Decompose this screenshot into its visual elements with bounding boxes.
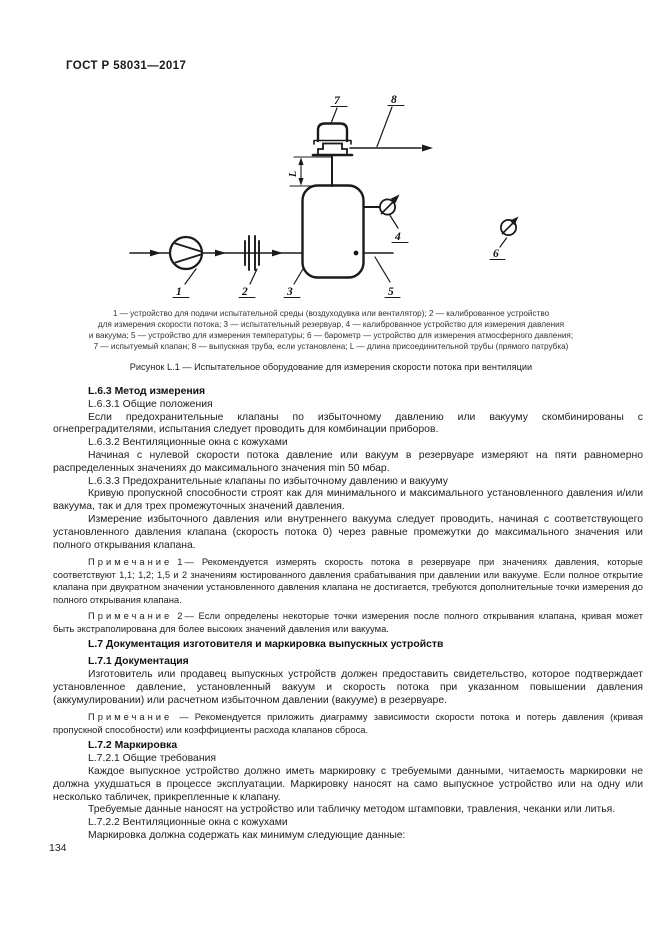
note-number: 1 [177, 556, 183, 568]
leader-line-2 [250, 269, 257, 284]
figure-legend-line: 7 — испытуемый клапан; 8 — выпускная труба, если установлена; L — длина присоединительной трубы (прямого патрубка) [93, 342, 569, 351]
callout-3: 3 [287, 286, 293, 298]
callout-8: 8 [391, 94, 397, 106]
leader-line-4 [390, 216, 398, 229]
note-text: — Если определены некоторые точки измерения после полного открывания клапана, кривая может быть экстраполирована для более высоких значений давления или вакуума. [53, 610, 643, 634]
flow-arrow [215, 250, 226, 257]
leader-line-6 [500, 238, 507, 247]
paragraph: Изготовитель или продавец выпускных устройств должен предоставить свидетельство, которое подтверждает установленное давление, установленный вакуум и скорость потока при указанном повышении давления (аккумулировании) или расчетном избыточном давлении (вакууме) в резервуаре. [53, 668, 643, 706]
outlet-pipe-arrowhead [422, 145, 433, 152]
subsection-l721: L.7.2.1 Общие требования [88, 753, 216, 765]
callout-7: 7 [334, 95, 340, 107]
note-label: Примечание [88, 556, 173, 568]
figure-caption: Рисунок L.1 — Испытательное оборудование для измерения скорости потока при вентиляции [129, 362, 533, 372]
callout-length-L: L [288, 170, 299, 177]
figure-legend-line: для измерения скорости потока; 3 — испытательный резервуар, 4 — калиброванное устройство для измерения давления [97, 320, 565, 329]
test-valve-dome [318, 124, 347, 142]
paragraph: Каждое выпускное устройство должно иметь маркировку с требуемыми данными, читаемость маркировки не должна ухудшаться в процессе эксплуатации. Маркировку наносят на само выпускное устройство или на одну или несколько табличек, прикрепленные к клапану. [53, 765, 643, 803]
leader-line-3 [294, 269, 303, 284]
subsection-l632: L.6.3.2 Вентиляционные окна с кожухами [88, 437, 288, 449]
figure-legend [34, 308, 628, 352]
paragraph: Кривую пропускной способности строят как для минимального и максимального установленного давления и/или вакуума, так и для трех промежуточных значений давления. [53, 488, 643, 513]
test-valve-body [318, 144, 347, 156]
test-equipment-diagram [125, 88, 545, 302]
subsection-l722: L.7.2.2 Вентиляционные окна с кожухами [88, 817, 288, 829]
page-number: 134 [49, 842, 67, 854]
callout-1: 1 [176, 286, 182, 298]
callout-2: 2 [242, 286, 248, 298]
section-heading-l71: L.7.1 Документация [88, 656, 189, 668]
callout-6: 6 [493, 248, 499, 260]
paragraph: Требуемые данные наносят на устройство или табличку методом штамповки, травления, чеканки или литья. [88, 804, 616, 816]
callout-5: 5 [388, 286, 394, 298]
leader-line-7 [332, 108, 338, 122]
note-label: Примечание [88, 711, 173, 723]
leader-line-1 [185, 269, 196, 284]
flow-arrow [150, 250, 161, 257]
document-body [53, 386, 643, 843]
subsection-l633: L.6.3.3 Предохранительные клапаны по избыточному давлению и вакууму [88, 475, 448, 487]
figure-legend-line: 1 — устройство для подачи испытательной среды (воздуходувка или вентилятор); 2 — калиброванное устройство [112, 309, 550, 318]
paragraph: Измерение избыточного давления или внутреннего вакуума следует проводить, начиная с соответствующего установленного давления клапана (скорость потока 0) через равные промежутки до максимального значения или полного открывания клапана. [53, 513, 643, 551]
leader-line-8 [377, 107, 392, 147]
subsection-l631: L.6.3.1 Общие положения [88, 398, 213, 410]
note-2 [53, 610, 643, 635]
length-dimension-arrow-up [298, 158, 303, 166]
standard-number-header: ГОСТ Р 58031—2017 [66, 60, 187, 72]
callout-4: 4 [395, 231, 401, 243]
length-dimension-arrow-down [298, 178, 303, 186]
paragraph: Маркировка должна содержать как минимум следующие данные: [88, 829, 406, 841]
note-number: 2 [177, 610, 183, 622]
section-heading-l72: L.7.2 Маркировка [88, 740, 178, 752]
note-label: Примечание [88, 610, 173, 622]
figure-legend-line: и вакуума; 5 — устройство для измерения температуры; 6 — барометр — устройство для измерения атмосферного давления; [88, 331, 574, 340]
diagram-lines [130, 106, 519, 298]
paragraph: Если предохранительные клапаны по избыточному давлению или вакууму скомбинированы с огнепреградителями, испытания следует проводить для комбинации приборов. [53, 411, 643, 436]
paragraph: Начиная с нулевой скорости потока давление или вакуум в резервуаре измеряют на пяти равномерно распределенных значениях до максимального значения min 50 мбар. [53, 449, 643, 474]
thermometer-port-dot [354, 251, 359, 256]
test-vessel [303, 186, 364, 278]
section-heading-l7: L.7 Документация изготовителя и маркировка выпускных устройств [88, 639, 444, 651]
note-text: — Рекомендуется приложить диаграмму зависимости скорости потока и потерь давления (кривая пропускной способности) или коэффициенты расхода клапанов сброса. [53, 711, 643, 735]
flow-arrow [272, 250, 283, 257]
note-1 [53, 556, 643, 606]
note-3 [53, 711, 643, 736]
blower-icon [170, 237, 202, 269]
section-heading-l63: L.6.3 Метод измерения [88, 386, 206, 397]
leader-line-5 [375, 257, 390, 282]
note-text: — Рекомендуется измерять скорость потока в резервуаре при значениях давления, которые соответствуют 1,1; 1,2; 1,5 и 2 значениям юстированного давления срабатывания при давлении или вакууме. Если полное открытие клапана при двукратном значении установленного давления клапана не достигается, требуются дополнительные точки измерения до полного открывания клапана. [53, 556, 643, 605]
